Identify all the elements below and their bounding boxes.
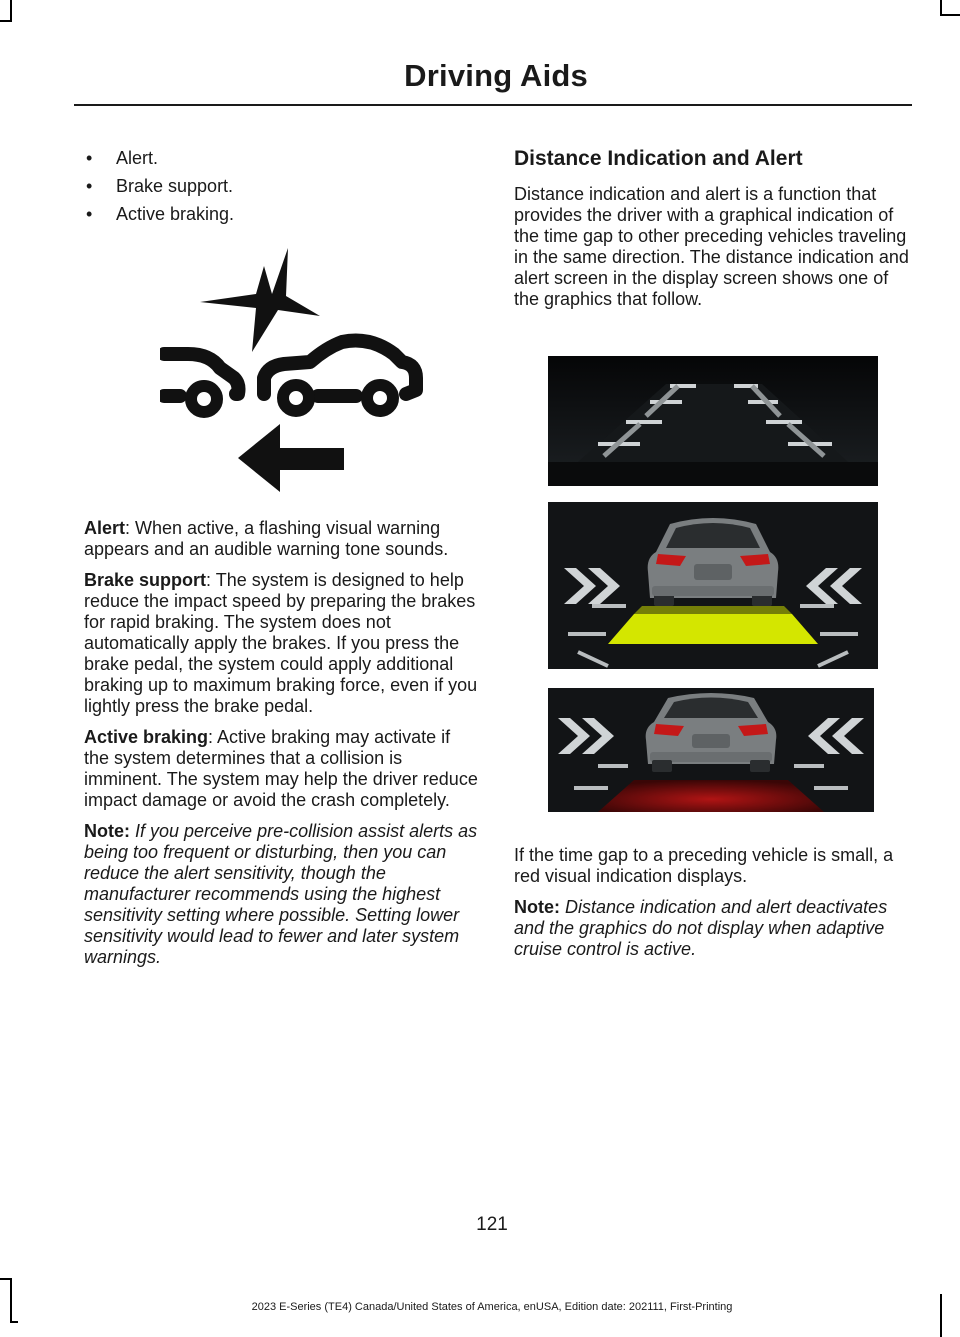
brake-support-paragraph	[84, 570, 478, 717]
list-item: • Active braking.	[84, 200, 478, 228]
note-label: Note:	[84, 821, 130, 841]
note-text: If you perceive pre-collision assist alerts as being too frequent or disturbing, then you can reduce the alert sensitivity, though the manufacturer recommends using the highest sensitivity setting where possible. Setting lower sensitivity would lead to fewer and later system warnings.	[84, 821, 478, 967]
red-indication-paragraph: If the time gap to a preceding vehicle is small, a red visual indication displays.	[514, 845, 894, 886]
crop-mark	[940, 14, 960, 16]
note-paragraph	[84, 821, 478, 968]
left-column	[84, 144, 478, 228]
alert-paragraph	[84, 518, 478, 560]
alert-term: Alert	[84, 518, 126, 538]
brake-support-term: Brake support	[84, 570, 207, 590]
page-number: 121	[476, 1214, 508, 1235]
active-braking-text: : Active braking may activate if the system determines that a collision is imminent. The system may help the driver reduce impact damage or avoid the crash completely.	[84, 727, 478, 810]
list-item: • Brake support.	[84, 172, 478, 200]
brake-support-text: : The system is designed to help reduce the impact speed by preparing the brakes for rapid braking. The system does not automatically apply the brakes. If you press the brake pedal, the system could apply additional braking up to maximum braking force, even if you lightly press the brake pedal.	[84, 570, 478, 716]
right-column	[514, 144, 912, 320]
note-text: Distance indication and alert deactivates and the graphics do not display when adaptive cruise control is active.	[514, 897, 888, 959]
crop-mark	[10, 1321, 18, 1323]
list-item: • Alert.	[84, 144, 478, 172]
pre-collision-warning-icon	[160, 244, 428, 494]
page-title: Driving Aids	[404, 58, 588, 93]
distance-graphic-clear	[548, 356, 878, 486]
alert-text: : When active, a flashing visual warning appears and an audible warning tone sounds.	[84, 518, 449, 559]
footer-edition: 2023 E-Series (TE4) Canada/United States of America, enUSA, Edition date: 202111, First-Printing	[251, 1301, 733, 1313]
header-divider	[74, 104, 912, 106]
crop-mark	[10, 0, 12, 22]
intro-paragraph: Distance indication and alert is a function that provides the driver with a graphical indication of the time gap to other preceding vehicles traveling in the same direction. The distance indication and alert screen in the display screen shows one of the graphics that follow.	[514, 184, 909, 309]
active-braking-term: Active braking	[84, 727, 209, 747]
crop-mark	[0, 20, 12, 22]
right-column-bottom	[514, 845, 912, 970]
feature-list	[84, 144, 478, 228]
crop-mark	[940, 0, 942, 14]
section-heading: Distance Indication and Alert	[514, 147, 803, 170]
distance-graphic-yellow	[548, 502, 878, 669]
active-braking-paragraph	[84, 727, 478, 811]
note-paragraph	[514, 897, 912, 960]
note-label: Note:	[514, 897, 560, 917]
distance-graphic-red	[548, 688, 874, 812]
left-column-text	[84, 518, 478, 978]
